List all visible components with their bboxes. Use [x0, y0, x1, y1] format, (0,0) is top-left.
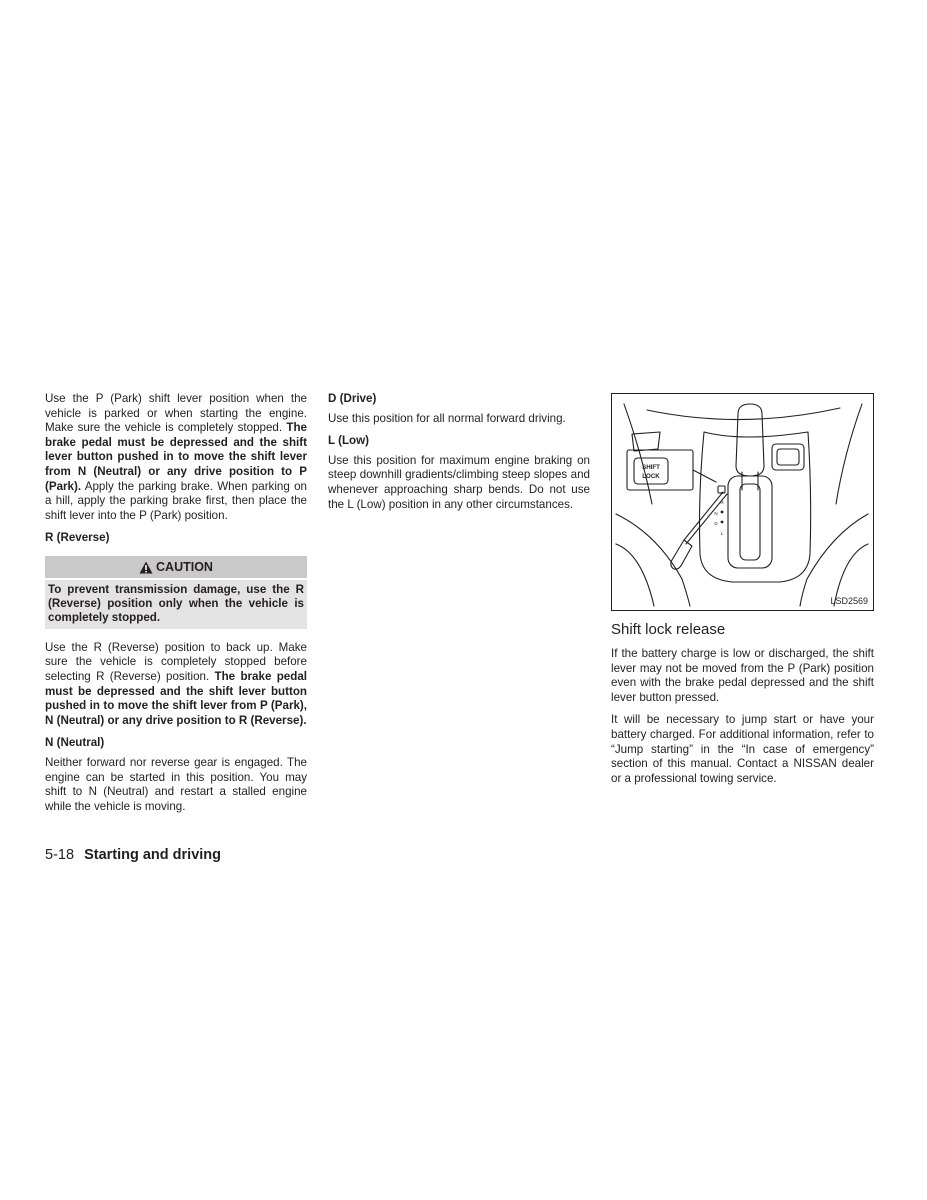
- shift-lock-illustration: [612, 394, 873, 610]
- caution-text: To prevent transmission damage, use the R (Reverse) position only when the vehicle is completely stopped.: [45, 580, 307, 629]
- page-footer: [45, 846, 221, 864]
- section-title: Shift lock release: [611, 621, 726, 638]
- caution-title-bar: [45, 556, 307, 578]
- figure-shift-label: SHIFT: [642, 464, 660, 471]
- gear-letter-d: D: [714, 521, 718, 526]
- neutral-paragraph: Neither forward nor reverse gear is engaged. The engine can be started in this position. You may shift to N (Neutral) and restart a stalled engine while the vehicle is moving.: [45, 755, 307, 813]
- reverse-text-bold: The brake pedal must be depressed and the shift lever button pushed in to move the shift lever from P (Park), N (Neutral) or any drive position to R (Reverse).: [45, 669, 307, 727]
- gear-letter-r: R: [720, 500, 724, 505]
- warning-triangle-icon: [139, 561, 153, 574]
- reverse-heading: R (Reverse): [45, 531, 110, 545]
- drive-heading: D (Drive): [328, 392, 377, 405]
- gear-letter-n: N: [714, 511, 718, 516]
- shift-lock-paragraph-2: It will be necessary to jump start or have your battery charged. For additional information, refer to “Jump starting” in the “In case of emergency” section of this manual. Contact a NISSAN dealer or a professional towing service.: [611, 713, 874, 785]
- footer-section-name: Starting and driving: [84, 847, 222, 863]
- figure-code: LSD2569: [830, 596, 868, 606]
- figure-lock-label: LOCK: [642, 473, 660, 480]
- column-middle: [328, 392, 590, 520]
- park-text-bold: The brake pedal must be depressed and the shift lever button pushed in to move the shift lever from N (Neutral) or any drive position to P (Park).: [45, 421, 307, 493]
- caution-title: CAUTION: [156, 559, 213, 574]
- column-left: [45, 392, 307, 822]
- park-paragraph: [45, 392, 307, 523]
- column-right: [611, 392, 874, 794]
- caution-box: [45, 556, 307, 629]
- gear-letter-p: P: [720, 491, 724, 496]
- neutral-heading: N (Neutral): [45, 736, 105, 750]
- low-paragraph: Use this position for maximum engine braking on steep downhill gradients/climbing steep slopes and whenever approaching sharp bends. Do not use the L (Low) position in any other circumstances.: [328, 453, 590, 511]
- page-number: 5-18: [45, 847, 75, 863]
- reverse-text: Use the R (Reverse) position to back up. Make sure the vehicle is completely stopped before selecting R (Reverse) position.: [45, 640, 307, 683]
- reverse-paragraph: [45, 641, 307, 729]
- park-text-outro: Apply the parking brake. When parking on a hill, apply the parking brake first, then place the shift lever into the P (Park) position.: [45, 479, 307, 522]
- park-text-intro: Use the P (Park) shift lever position when the vehicle is parked or when starting the engine. Make sure the vehicle is completely stopped.: [45, 392, 307, 435]
- shift-lock-paragraph-1: If the battery charge is low or discharged, the shift lever may not be moved from the P (Park) position even with the brake pedal depressed and the shift lever button pressed.: [611, 647, 874, 704]
- gear-letter-l: L: [720, 531, 724, 536]
- drive-paragraph: Use this position for all normal forward driving.: [328, 411, 566, 425]
- low-heading: L (Low): [328, 434, 369, 448]
- shift-lock-figure: [611, 393, 874, 611]
